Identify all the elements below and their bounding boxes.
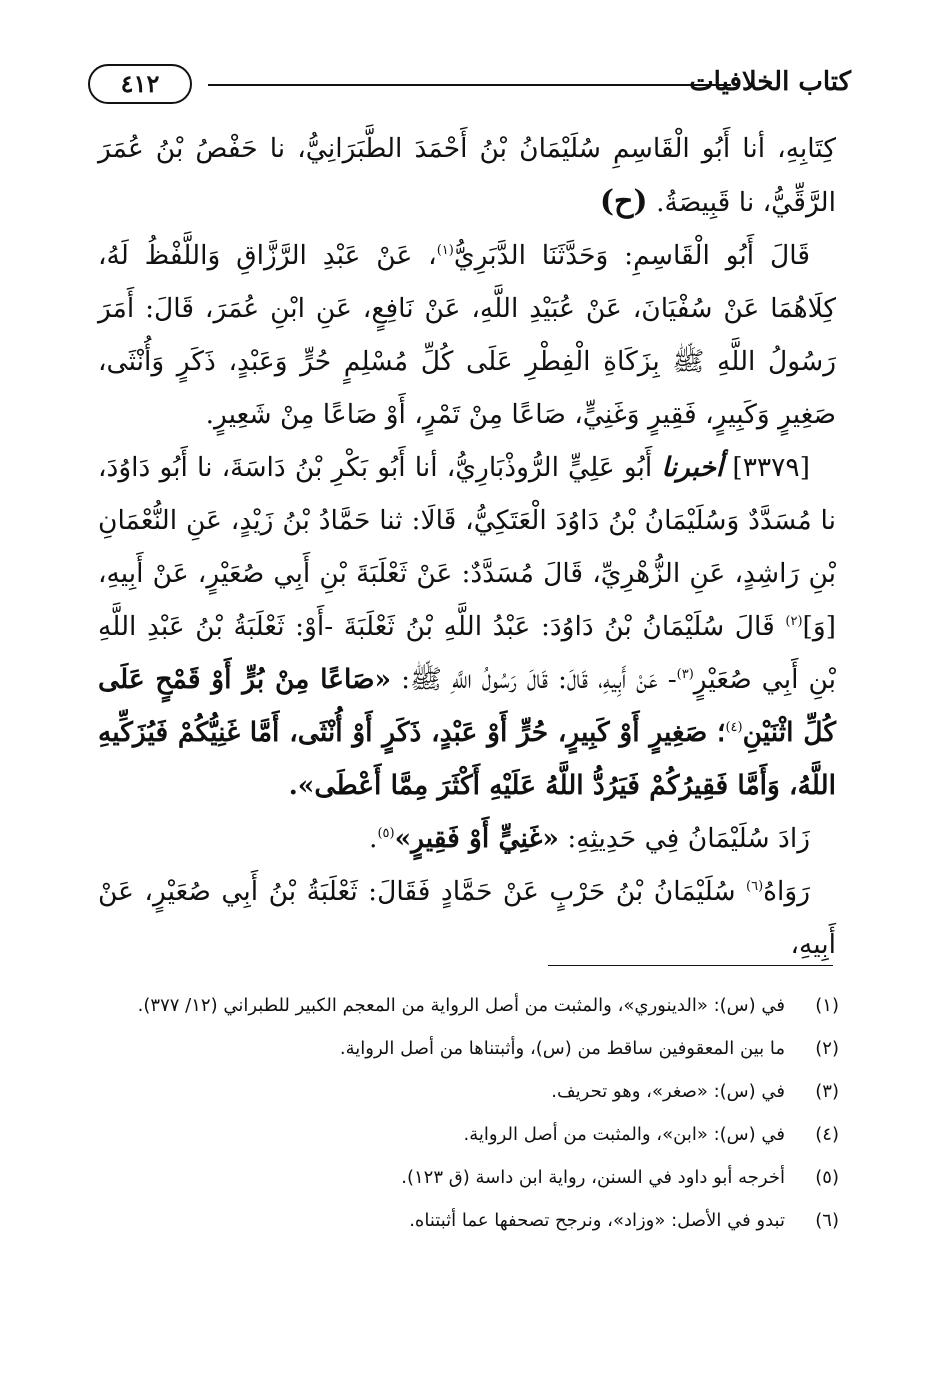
header-rule bbox=[208, 84, 731, 86]
paragraph-2 bbox=[98, 229, 836, 441]
footnote-text: في (س): «الدينوري»، والمثبت من أصل الرواية من المعجم الكبير للطبراني (١٢/ ٣٧٧). bbox=[137, 995, 785, 1016]
tahwil-mark: (ح) bbox=[599, 184, 648, 219]
paragraph-5-text-b: سُلَيْمَانُ بْنُ حَرْبٍ عَنْ حَمَّادٍ فَقَالَ: ثَعْلَبَةُ بْنُ أَبِي صُعَيْرٍ، عَنْ أَبِيهِ، bbox=[98, 876, 836, 960]
footnote-rule bbox=[548, 965, 833, 966]
footnote-ref-5: (٥) bbox=[377, 826, 395, 842]
paragraph-4-quote: «غَنِيٍّ أَوْ فَقِيرٍ» bbox=[394, 823, 559, 854]
footnote-number: (٥) bbox=[815, 1167, 839, 1188]
page-number: ٤١٢ bbox=[88, 64, 192, 104]
paragraph-3-text-c: - عَنْ أَبِيهِ، قَالَ: قَالَ رَسُولُ اللَّهِ ﷺ: bbox=[391, 664, 677, 695]
page-header bbox=[88, 62, 851, 118]
footnote-1 bbox=[102, 990, 839, 1022]
hadith-quote-a: «صَاعًا مِنْ بُرٍّ أَوْ قَمْحٍ عَلَى كُلِّ اثْنَيْنِ bbox=[98, 664, 836, 748]
footnote-text: أخرجه أبو داود في السنن، رواية ابن داسة (ق ١٢٣). bbox=[401, 1167, 785, 1188]
main-text bbox=[98, 122, 836, 971]
paragraph-3-text-b: قَالَ سُلَيْمَانُ بْنُ دَاوُدَ: عَبْدُ اللَّهِ بْنُ ثَعْلَبَةَ -أَوْ: ثَعْلَبَةُ بْنُ عَبْدِ اللَّهِ بْنِ أَبِي صُعَيْرٍ bbox=[98, 611, 836, 695]
paragraph-2-text-b: ، عَنْ عَبْدِ الرَّزَّاقِ وَاللَّفْظُ لَهُ، كِلَاهُمَا عَنْ سُفْيَانَ، عَنْ عُبَيْدِ اللَّهِ، عَنْ نَافِعٍ، عَنِ ابْنِ عُمَرَ، قَالَ: أَمَرَ رَسُولُ اللَّهِ ﷺ بِزَكَاةِ الْفِطْرِ عَلَى كُلِّ مُسْلِمٍ حُرٍّ وَعَبْدٍ، ذَكَرٍ وَأُنْثَى، صَغِيرٍ وَكَبِيرٍ، فَقِيرٍ وَغَنِيٍّ، صَاعًا مِنْ تَمْرٍ، أَوْ صَاعًا مِنْ شَعِيرٍ. bbox=[98, 240, 836, 430]
footnote-text: في (س): «ابن»، والمثبت من أصل الرواية. bbox=[463, 1124, 785, 1145]
footnote-ref-6: (٦) bbox=[746, 879, 764, 895]
footnote-ref-2: (٢) bbox=[785, 614, 803, 630]
running-title: كتاب الخلافيات bbox=[689, 67, 851, 97]
footnote-ref-3: (٣) bbox=[676, 667, 694, 683]
akhbarana-label: أخبرنا bbox=[661, 452, 724, 483]
footnote-2 bbox=[102, 1033, 839, 1065]
footnote-ref-1: (١) bbox=[436, 243, 454, 259]
footnote-number: (٤) bbox=[815, 1124, 839, 1145]
paragraph-2-text-a: قَالَ أَبُو الْقَاسِمِ: وَحَدَّثَنَا الدَّبَرِيُّ bbox=[453, 240, 810, 271]
paragraph-4-text-b: . bbox=[369, 823, 378, 854]
footnote-5 bbox=[102, 1162, 839, 1194]
footnote-4 bbox=[102, 1119, 839, 1151]
paragraph-1 bbox=[98, 122, 836, 229]
footnote-text: في (س): «صغر»، وهو تحريف. bbox=[551, 1081, 785, 1102]
paragraph-4 bbox=[98, 812, 836, 865]
footnote-number: (٣) bbox=[815, 1081, 839, 1102]
footnote-number: (١) bbox=[815, 995, 839, 1016]
footnote-6 bbox=[102, 1205, 839, 1237]
footnote-number: (٢) bbox=[815, 1038, 839, 1059]
paragraph-5-text-a: رَوَاهُ bbox=[763, 876, 810, 907]
footnotes bbox=[102, 990, 839, 1248]
hadith-quote-b: ؛ صَغِيرٍ أَوْ كَبِيرٍ، حُرٍّ أَوْ عَبْدٍ، ذَكَرٍ أَوْ أُنْثَى، أَمَّا غَنِيُّكُمْ فَيُزَكِّيهِ اللَّهُ، وَأَمَّا فَقِيرُكُمْ فَيَرُدُّ اللَّهُ عَلَيْهِ أَكْثَرَ مِمَّا أَعْطَى». bbox=[98, 717, 836, 801]
footnote-ref-4: (٤) bbox=[725, 720, 743, 736]
hadith-number: [٣٣٧٩] bbox=[732, 452, 810, 483]
paragraph-5 bbox=[98, 865, 836, 971]
paragraph-4-text-a: زَادَ سُلَيْمَانُ فِي حَدِيثِهِ: bbox=[558, 823, 810, 854]
paragraph-3 bbox=[98, 441, 836, 812]
footnote-text: ما بين المعقوفين ساقط من (س)، وأثبتناها من أصل الرواية. bbox=[339, 1038, 785, 1059]
footnote-text: تبدو في الأصل: «وزاد»، ونرجح تصحفها عما أثبتناه. bbox=[409, 1210, 785, 1231]
paragraph-1-text: كِتَابِهِ، أنا أَبُو الْقَاسِمِ سُلَيْمَانُ بْنُ أَحْمَدَ الطَّبَرَانِيُّ، نا حَفْصُ بْنُ عُمَرَ الرَّقِّيُّ، نا قَبِيصَةُ. bbox=[98, 133, 836, 218]
paragraph-3-text-a: أَبُو عَلِيٍّ الرُّوذْبَارِيُّ، أنا أَبُو بَكْرِ بْنُ دَاسَةَ، نا أَبُو دَاوُدَ، نا مُسَدَّدٌ وَسُلَيْمَانُ بْنُ دَاوُدَ الْعَتَكِيُّ، قَالَا: ثنا حَمَّادُ بْنُ زَيْدٍ، عَنِ النُّعْمَانِ بْنِ رَاشِدٍ، عَنِ الزُّهْرِيِّ، قَالَ مُسَدَّدٌ: عَنْ ثَعْلَبَةَ بْنِ أَبِي صُعَيْرٍ، عَنْ أَبِيهِ، [وَ] bbox=[98, 452, 836, 642]
footnote-3 bbox=[102, 1076, 839, 1108]
footnote-number: (٦) bbox=[815, 1210, 839, 1231]
